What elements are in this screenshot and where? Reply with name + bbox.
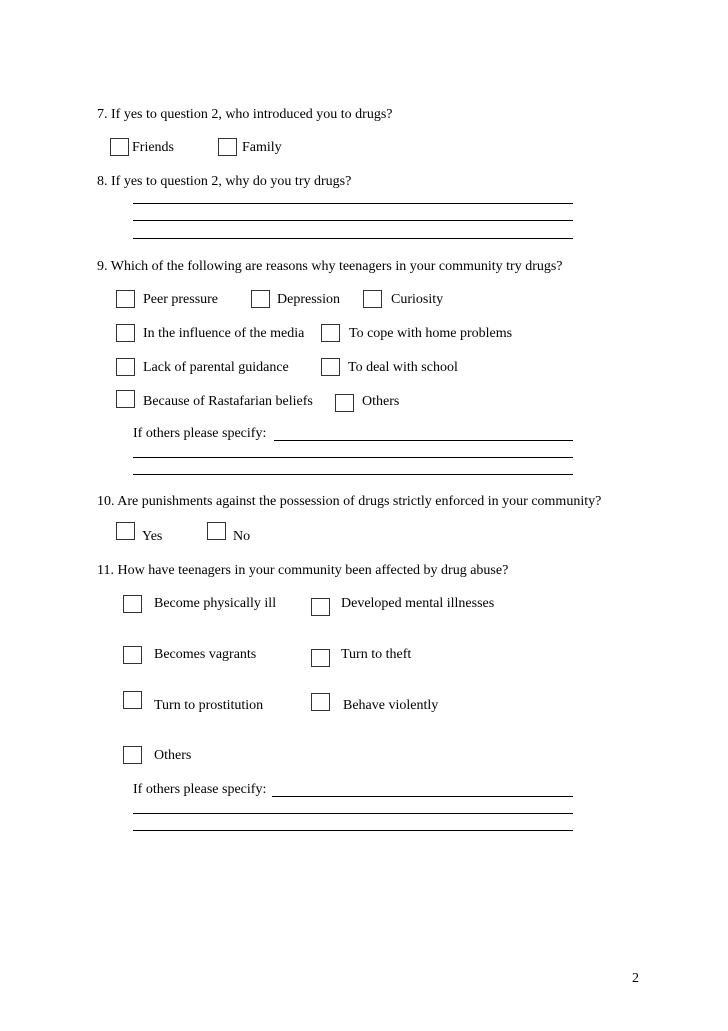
option-theft-label: Turn to theft xyxy=(341,647,412,662)
checkbox-prostitution[interactable] xyxy=(123,691,142,709)
answer-line-8-2[interactable] xyxy=(133,220,573,221)
option-home-problems-label: To cope with home problems xyxy=(349,326,513,341)
specify-label-q11: If others please specify: xyxy=(133,782,267,797)
option-depression-label: Depression xyxy=(277,292,340,307)
checkbox-media-influence[interactable] xyxy=(116,324,135,342)
checkbox-curiosity[interactable] xyxy=(363,290,382,308)
option-others-q9-label: Others xyxy=(362,394,400,409)
checkbox-yes[interactable] xyxy=(116,522,135,540)
option-no-label: No xyxy=(233,529,251,544)
question-10: 10. Are punishments against the possession of drugs strictly enforced in your community? xyxy=(97,494,602,509)
checkbox-school[interactable] xyxy=(321,358,340,376)
option-physically-ill-label: Become physically ill xyxy=(154,596,277,611)
answer-line-8-3[interactable] xyxy=(133,238,573,239)
answer-line-11-3[interactable] xyxy=(133,830,573,831)
option-media-influence-label: In the influence of the media xyxy=(143,326,305,341)
option-prostitution-label: Turn to prostitution xyxy=(154,698,264,713)
checkbox-mental-illnesses[interactable] xyxy=(311,598,330,616)
option-parental-guidance-label: Lack of parental guidance xyxy=(143,360,289,375)
checkbox-rastafarian-beliefs[interactable] xyxy=(116,390,135,408)
specify-line-q9[interactable] xyxy=(274,440,573,441)
answer-line-9-2[interactable] xyxy=(133,457,573,458)
specify-line-q11[interactable] xyxy=(272,796,573,797)
checkbox-physically-ill[interactable] xyxy=(123,595,142,613)
checkbox-no[interactable] xyxy=(207,522,226,540)
checkbox-others-q11[interactable] xyxy=(123,746,142,764)
checkbox-others-q9[interactable] xyxy=(335,394,354,412)
option-others-q11-label: Others xyxy=(154,748,192,763)
checkbox-parental-guidance[interactable] xyxy=(116,358,135,376)
option-rastafarian-beliefs-label: Because of Rastafarian beliefs xyxy=(143,394,313,409)
option-friends-label: Friends xyxy=(132,140,174,155)
answer-line-9-3[interactable] xyxy=(133,474,573,475)
option-yes-label: Yes xyxy=(142,529,163,544)
answer-line-11-2[interactable] xyxy=(133,813,573,814)
checkbox-depression[interactable] xyxy=(251,290,270,308)
option-peer-pressure-label: Peer pressure xyxy=(143,292,219,307)
option-school-label: To deal with school xyxy=(348,360,458,375)
checkbox-vagrants[interactable] xyxy=(123,646,142,664)
answer-line-8-1[interactable] xyxy=(133,203,573,204)
question-7: 7. If yes to question 2, who introduced you to drugs? xyxy=(97,107,393,122)
checkbox-home-problems[interactable] xyxy=(321,324,340,342)
checkbox-family[interactable] xyxy=(218,138,237,156)
question-11: 11. How have teenagers in your community been affected by drug abuse? xyxy=(97,563,509,578)
checkbox-theft[interactable] xyxy=(311,649,330,667)
checkbox-violently[interactable] xyxy=(311,693,330,711)
option-violently-label: Behave violently xyxy=(343,698,439,713)
question-9: 9. Which of the following are reasons why teenagers in your community try drugs? xyxy=(97,259,563,274)
option-vagrants-label: Becomes vagrants xyxy=(154,647,257,662)
option-curiosity-label: Curiosity xyxy=(391,292,444,307)
specify-label-q9: If others please specify: xyxy=(133,426,267,441)
checkbox-peer-pressure[interactable] xyxy=(116,290,135,308)
option-family-label: Family xyxy=(242,140,282,155)
question-8: 8. If yes to question 2, why do you try drugs? xyxy=(97,174,352,189)
option-mental-illnesses-label: Developed mental illnesses xyxy=(341,596,495,611)
checkbox-friends[interactable] xyxy=(110,138,129,156)
page-number: 2 xyxy=(632,971,639,986)
